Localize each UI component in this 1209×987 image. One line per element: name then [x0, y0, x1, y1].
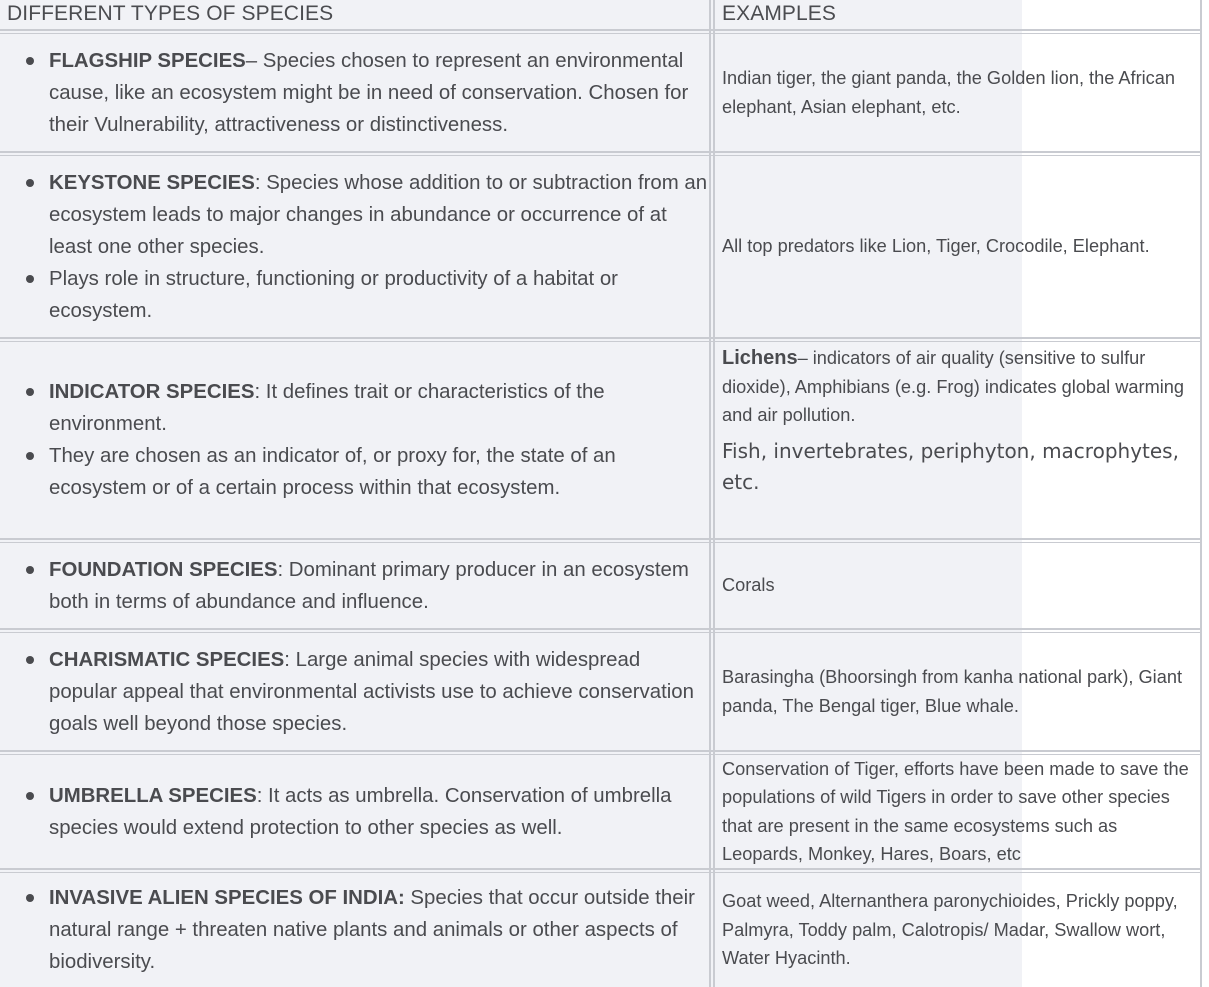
species-type-cell — [0, 34, 708, 151]
species-description: They are chosen as an indicator of, or proxy for, the state of an ecosystem or of a certain process within that ecosystem. — [49, 445, 616, 499]
example-text: Conservation of Tiger, efforts have been made to save the populations of wild Tigers in order to save other species that are present in the same ecosystems such as Leopards, Monkey, Hares, Boars, etc — [722, 758, 1189, 864]
row-divider — [0, 337, 1202, 339]
column-header-examples: EXAMPLES — [722, 2, 837, 25]
bullet-list — [0, 376, 708, 504]
example-cell — [722, 873, 1202, 987]
example-text — [722, 344, 1202, 430]
species-description: Plays role in structure, functioning or productivity of a habitat or ecosystem. — [49, 267, 618, 322]
example-text: Barasingha (Bhoorsingh from kanha national park), Giant panda, The Bengal tiger, Blue whale. — [722, 667, 1182, 716]
list-item — [49, 440, 708, 504]
species-type-cell — [0, 156, 708, 337]
species-type-cell — [0, 755, 708, 868]
species-type-cell — [0, 633, 708, 750]
list-item — [49, 882, 708, 978]
species-term: FOUNDATION SPECIES — [49, 558, 278, 581]
example-body: – indicators of air quality (sensitive to sulfur dioxide), Amphibians (e.g. Frog) indicates global warming and air pollution. — [722, 348, 1184, 425]
example-cell — [722, 342, 1202, 524]
list-item — [49, 45, 708, 141]
list-item — [49, 376, 708, 440]
species-term: INVASIVE ALIEN SPECIES OF INDIA: — [49, 887, 405, 909]
example-text: Indian tiger, the giant panda, the Golden lion, the African elephant, Asian elephant, etc. — [722, 68, 1175, 117]
species-term: INDICATOR SPECIES — [49, 381, 255, 403]
example-cell — [722, 755, 1202, 868]
row-divider — [0, 538, 1202, 540]
list-item — [49, 167, 708, 263]
column-header-species-types: DIFFERENT TYPES OF SPECIES — [7, 2, 334, 25]
species-type-cell — [0, 543, 708, 628]
species-description: Species that occur outside their natural range + threaten native plants and animals or other aspects of biodiversity. — [49, 887, 695, 973]
list-item — [49, 780, 708, 844]
list-item — [49, 263, 708, 327]
bullet-list — [0, 644, 708, 740]
species-description: : It acts as umbrella. Conservation of umbrella species would extend protection to other species as well. — [49, 784, 672, 839]
example-lead: Lichens — [722, 347, 798, 369]
bullet-list — [0, 882, 708, 978]
bullet-list — [0, 167, 708, 327]
species-description: : It defines trait or characteristics of the environment. — [49, 381, 605, 435]
species-term: KEYSTONE SPECIES — [49, 171, 255, 194]
species-type-cell — [0, 873, 708, 987]
example-text: Corals — [722, 575, 775, 596]
example-extra-text: Fish, invertebrates, periphyton, macrophytes, etc. — [722, 438, 1179, 494]
species-term: UMBRELLA SPECIES — [49, 784, 257, 807]
column-divider-right — [713, 0, 715, 987]
list-item — [49, 644, 708, 740]
row-divider — [0, 628, 1202, 630]
example-cell — [722, 543, 1202, 628]
list-item — [49, 554, 708, 618]
example-text: Goat weed, Alternanthera paronychioides, Prickly poppy, Palmyra, Toddy palm, Calotropis/ Madar, Swallow wort, Water Hyacinth. — [722, 891, 1178, 969]
species-description: : Dominant primary producer in an ecosystem both in terms of abundance and influence. — [49, 558, 689, 613]
species-description: – Species chosen to represent an environmental cause, like an ecosystem might be in need of conservation. Chosen for their Vulnerability, attractiveness or distinctiveness. — [49, 49, 689, 136]
species-term: FLAGSHIP SPECIES — [49, 49, 246, 72]
example-cell — [722, 156, 1202, 337]
example-text: All top predators like Lion, Tiger, Crocodile, Elephant. — [722, 236, 1150, 257]
example-cell — [722, 633, 1202, 750]
species-description: : Large animal species with widespread popular appeal that environmental activists use to achieve conservation goals well beyond those species. — [49, 648, 694, 735]
example-cell — [722, 34, 1202, 151]
bullet-list — [0, 554, 708, 618]
row-divider — [0, 750, 1202, 752]
column-divider-left — [709, 0, 711, 987]
bullet-list — [0, 45, 708, 141]
species-term: CHARISMATIC SPECIES — [49, 648, 285, 671]
species-type-cell — [0, 342, 708, 538]
row-divider — [0, 151, 1202, 153]
species-description: : Species whose addition to or subtraction from an ecosystem leads to major changes in abundance or occurrence of at least one other species. — [49, 171, 708, 258]
bullet-list — [0, 780, 708, 844]
